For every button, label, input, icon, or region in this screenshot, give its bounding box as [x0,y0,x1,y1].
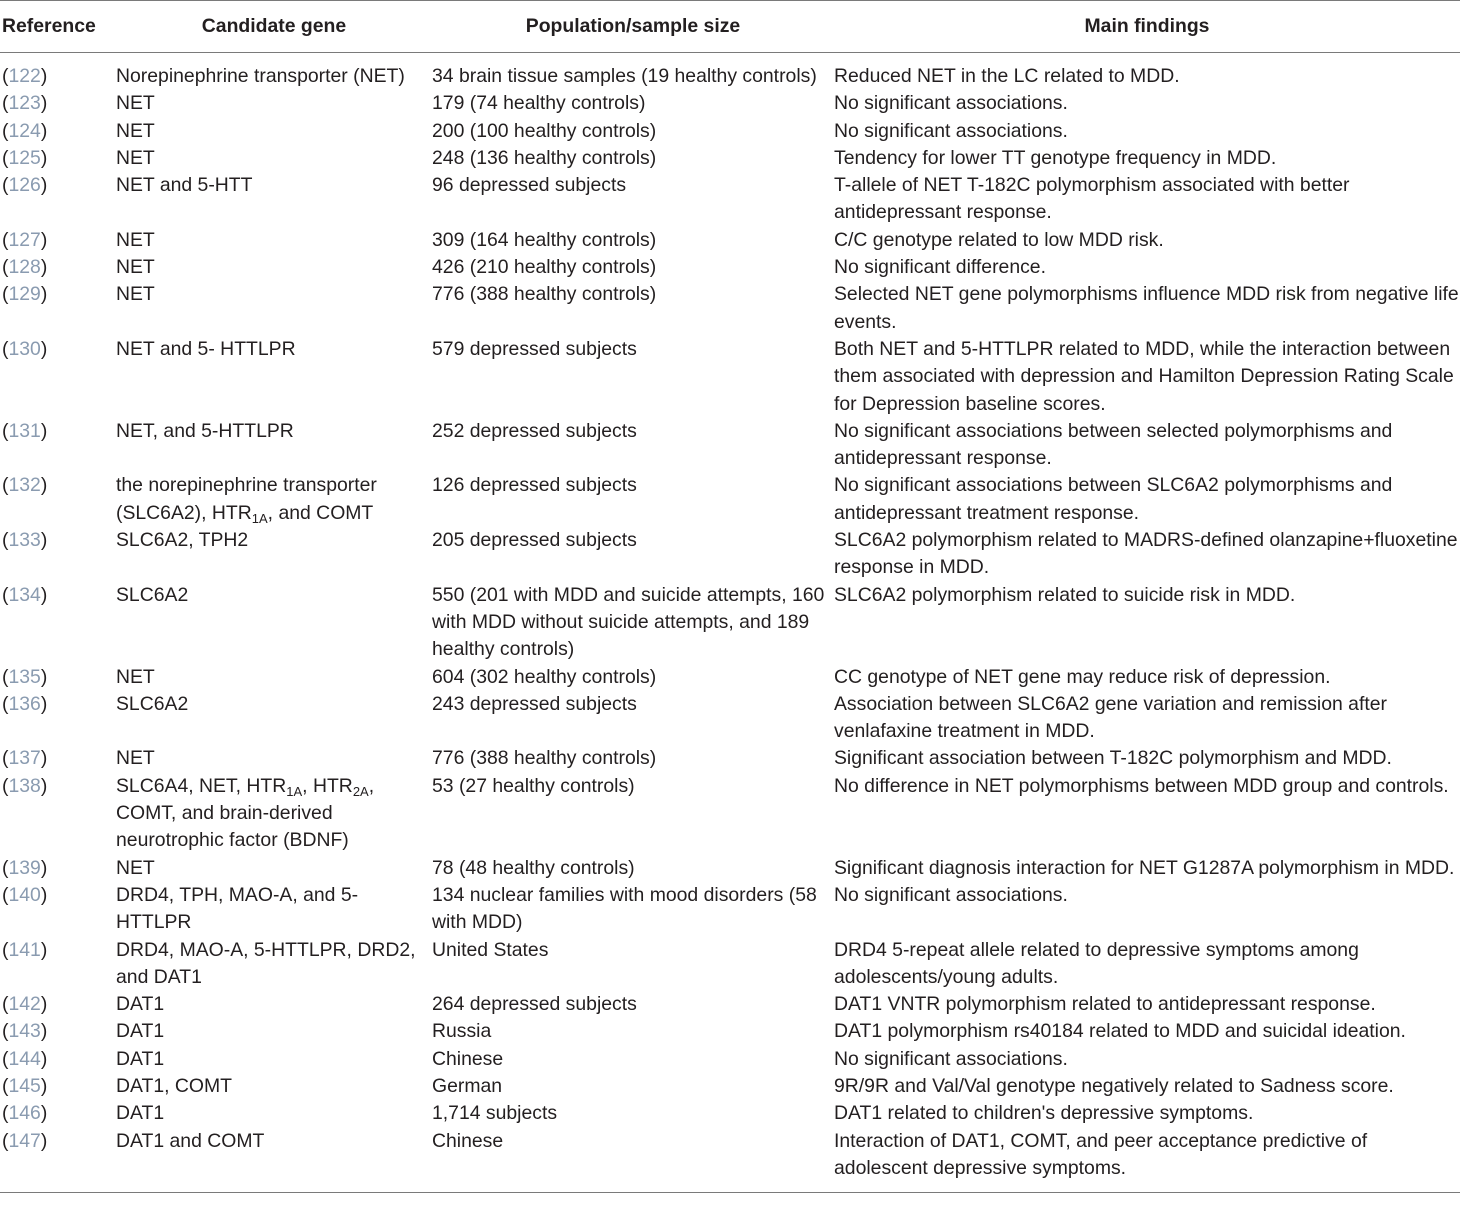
table-row [0,418,1460,473]
header-candidate-gene: Candidate gene [116,1,432,53]
findings-cell: DAT1 polymorphism rs40184 related to MDD and suicidal ideation. [834,1020,1406,1043]
population-cell: 243 depressed subjects [432,692,637,715]
table-row [0,472,1460,527]
gene-text: the norepinephrine transporter (SLC6A2), HTR [116,474,377,524]
table-row [0,172,1460,227]
reference-link[interactable]: 136 [8,692,41,715]
header-findings: Main findings [834,1,1460,53]
reference-cell: (126) [2,174,48,197]
findings-cell: No significant associations between SLC6A2 polymorphisms and antidepressant treatment response. [834,474,1393,524]
table-row [0,582,1460,664]
header-reference: Reference [0,1,116,53]
gene-text: , COMT, and brain-derived neurotrophic factor (BDNF) [116,774,375,852]
reference-link[interactable]: 132 [8,474,41,497]
candidate-gene-cell: DAT1 [116,1047,165,1070]
population-cell: 1,714 subjects [432,1102,558,1125]
candidate-gene-cell: NET [116,283,155,306]
reference-link[interactable]: 127 [8,228,41,251]
population-cell: 776 (388 healthy controls) [432,747,657,770]
findings-cell: DAT1 VNTR polymorphism related to antidepressant response. [834,993,1376,1016]
header-row [0,1,1460,53]
population-cell: 205 depressed subjects [432,529,637,552]
findings-cell: Tendency for lower TT genotype frequency in MDD. [834,146,1277,169]
reference-cell: (143) [2,1020,48,1043]
population-cell: 776 (388 healthy controls) [432,283,657,306]
table-row [0,254,1460,281]
candidate-gene-cell: DAT1 [116,1102,165,1125]
table-row [0,90,1460,117]
gene-text: , and COMT [267,501,374,524]
population-cell: Russia [432,1020,492,1043]
reference-cell: (131) [2,419,48,442]
findings-cell: SLC6A2 polymorphism related to MADRS-defined olanzapine+fluoxetine response in MDD. [834,529,1458,579]
table-row [0,773,1460,855]
findings-cell: No significant associations. [834,119,1068,142]
candidate-gene-cell: DRD4, TPH, MAO-A, and 5-HTTLPR [116,883,359,934]
table-row [0,745,1460,772]
header-population: Population/sample size [432,1,834,53]
candidate-gene-cell: NET [116,747,155,770]
candidate-gene-cell: DAT1 and COMT [116,1128,432,1193]
reference-link[interactable]: 144 [8,1047,41,1070]
findings-cell: DRD4 5-repeat allele related to depressive symptoms among adolescents/young adults. [834,938,1359,988]
gene-text: SLC6A4, NET, HTR [116,774,287,797]
table-row [0,1100,1460,1127]
population-cell: German [432,1074,503,1097]
reference-link[interactable]: 139 [8,856,41,879]
candidate-gene-cell: NET [116,146,155,169]
reference-link[interactable]: 146 [8,1102,41,1125]
reference-cell: (141) [2,938,48,961]
population-cell: 426 (210 healthy controls) [432,256,657,279]
reference-cell: (135) [2,665,48,688]
reference-cell: (138) [2,774,48,797]
findings-cell: Significant diagnosis interaction for NET G1287A polymorphism in MDD. [834,856,1455,879]
candidate-gene-cell: DAT1 [116,993,165,1016]
reference-cell: (142) [2,993,48,1016]
table-body [0,53,1460,1193]
reference-cell: (132) [2,474,48,497]
findings-cell: Both NET and 5-HTTLPR related to MDD, while the interaction between them associated with depression and Hamilton Depression Rating Scale for Depression baseline scores. [834,337,1454,415]
candidate-gene-cell: DAT1 [116,1020,165,1043]
population-cell: 579 depressed subjects [432,337,637,360]
findings-cell: 9R/9R and Val/Val genotype negatively related to Sadness score. [834,1074,1394,1097]
reference-cell: (144) [2,1047,48,1070]
reference-link[interactable]: 147 [8,1129,41,1152]
population-cell: 248 (136 healthy controls) [432,146,657,169]
reference-cell: (145) [2,1074,48,1097]
gene-subscript: 2A [352,783,369,799]
reference-link[interactable]: 142 [8,993,41,1016]
candidate-gene-cell: NET and 5- HTTLPR [116,337,296,360]
table-row [0,527,1460,582]
findings-cell: No significant associations. [834,1047,1068,1070]
reference-link[interactable]: 137 [8,747,41,770]
candidate-gene-cell: DRD4, MAO-A, 5-HTTLPR, DRD2, and DAT1 [116,938,416,988]
table-row [0,882,1460,937]
table-row [0,227,1460,254]
findings-cell: DAT1 related to children's depressive symptoms. [834,1102,1254,1125]
candidate-gene-cell: NET [116,256,155,279]
candidate-gene-cell: NET, and 5-HTTLPR [116,419,294,442]
population-cell: 309 (164 healthy controls) [432,228,657,251]
table-row [0,1046,1460,1073]
findings-cell: No significant associations. [834,883,1068,906]
population-cell: 264 depressed subjects [432,993,637,1016]
candidate-gene-cell: Norepinephrine transporter (NET) [116,65,405,87]
reference-cell: (128) [2,256,48,279]
population-cell: United States [432,938,549,961]
population-cell: 200 (100 healthy controls) [432,119,657,142]
gene-text: , HTR [302,774,353,797]
table-row [0,664,1460,691]
population-cell: 96 depressed subjects [432,174,627,197]
candidate-gene-cell: SLC6A2, TPH2 [116,529,249,552]
reference-cell: (133) [2,529,48,552]
table-row [0,53,1460,91]
findings-cell: CC genotype of NET gene may reduce risk of depression. [834,665,1331,688]
findings-cell: No significant associations. [834,92,1068,115]
candidate-gene-cell: NET [116,119,155,142]
reference-link[interactable]: 133 [8,529,41,552]
candidate-gene-cell [116,472,432,527]
findings-cell: Reduced NET in the LC related to MDD. [834,65,1180,87]
reference-link[interactable]: 145 [8,1074,41,1097]
table-row [0,1128,1460,1193]
reference-cell: (134) [2,583,48,606]
findings-cell: Selected NET gene polymorphisms influence MDD risk from negative life events. [834,283,1459,333]
reference-link[interactable]: 141 [8,938,41,961]
population-cell: 550 (201 with MDD and suicide attempts, 160 with MDD without suicide attempts, and 189 healthy controls) [432,583,825,661]
reference-cell: (122) [2,65,48,87]
candidate-gene-cell: SLC6A2 [116,692,189,715]
reference-link[interactable]: 134 [8,583,41,606]
table-row [0,336,1460,418]
reference-link[interactable]: 125 [8,146,41,169]
candidate-gene-cell: NET [116,665,155,688]
reference-link[interactable]: 135 [8,665,41,688]
table-row [0,1018,1460,1045]
reference-link[interactable]: 143 [8,1020,41,1043]
reference-cell: (127) [2,228,48,251]
findings-cell: No significant difference. [834,256,1046,279]
reference-link[interactable]: 124 [8,119,41,142]
reference-cell: (125) [2,146,48,169]
candidate-gene-cell: NET [116,856,155,879]
reference-cell: (123) [2,92,48,115]
table-row [0,281,1460,336]
population-cell: 53 (27 healthy controls) [432,774,635,797]
reference-cell: (136) [2,692,48,715]
reference-cell: (139) [2,856,48,879]
reference-cell: (147) [0,1128,116,1193]
reference-cell: (129) [2,283,48,306]
reference-link[interactable]: 123 [8,92,41,115]
candidate-gene-cell: SLC6A2 [116,583,189,606]
gene-subscript: 1A [251,510,268,526]
reference-link[interactable]: 131 [8,419,41,442]
reference-link[interactable]: 122 [8,65,41,87]
findings-cell: SLC6A2 polymorphism related to suicide risk in MDD. [834,583,1296,606]
findings-cell: No difference in NET polymorphisms between MDD group and controls. [834,774,1449,797]
population-cell: 78 (48 healthy controls) [432,856,635,879]
candidate-gene-cell: NET [116,92,155,115]
reference-link[interactable]: 128 [8,256,41,279]
table-row [0,991,1460,1018]
population-cell: 252 depressed subjects [432,419,637,442]
findings-cell: Interaction of DAT1, COMT, and peer acceptance predictive of adolescent depressive symptoms. [834,1128,1460,1193]
population-cell: 134 nuclear families with mood disorders (58 with MDD) [432,883,817,934]
findings-cell: Association between SLC6A2 gene variation and remission after venlafaxine treatment in MDD. [834,692,1387,743]
reference-cell: (146) [2,1102,48,1125]
gene-subscript: 1A [286,783,303,799]
findings-cell: No significant associations between selected polymorphisms and antidepressant response. [834,419,1393,470]
table-row [0,145,1460,172]
reference-link[interactable]: 138 [8,774,41,797]
reference-cell: (140) [2,883,48,906]
reference-cell: (124) [2,119,48,142]
candidate-gene-cell [116,773,432,855]
reference-link[interactable]: 130 [8,337,41,360]
candidate-gene-cell: DAT1, COMT [116,1074,232,1097]
candidate-gene-cell: NET [116,228,155,251]
table-row [0,1073,1460,1100]
table-header [0,1,1460,53]
reference-cell: (137) [2,747,48,770]
table-row [0,691,1460,746]
findings-cell: C/C genotype related to low MDD risk. [834,228,1164,251]
findings-cell: T-allele of NET T-182C polymorphism associated with better antidepressant response. [834,174,1350,224]
findings-cell: Significant association between T-182C polymorphism and MDD. [834,747,1392,770]
population-cell: Chinese [432,1128,834,1193]
table-row [0,118,1460,145]
reference-link[interactable]: 126 [8,174,41,197]
reference-cell: (130) [2,337,48,360]
candidate-gene-cell: NET and 5-HTT [116,174,253,197]
population-cell: 179 (74 healthy controls) [432,92,646,115]
population-cell: 604 (302 healthy controls) [432,665,657,688]
table-row [0,937,1460,992]
population-cell: 126 depressed subjects [432,474,637,497]
table-row [0,855,1460,882]
population-cell: 34 brain tissue samples (19 healthy controls) [432,65,817,87]
reference-link[interactable]: 140 [8,883,41,906]
reference-link[interactable]: 129 [8,283,41,306]
population-cell: Chinese [432,1047,504,1070]
